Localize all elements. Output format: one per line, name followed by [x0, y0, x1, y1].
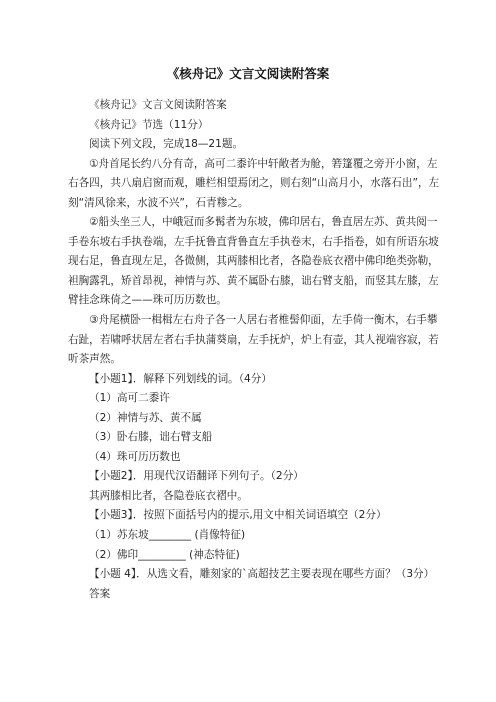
- question-3-item: （2）佛印_________ (神态特征): [89, 548, 240, 561]
- instruction: 阅读下列文段，完成18—21题。: [89, 138, 244, 151]
- question-1-item: （3）卧右膝，诎右臂支船: [89, 431, 213, 444]
- question-1-item: （4）珠可历历数也: [89, 450, 181, 463]
- passage-paragraph-2: ②船头坐三人，中峨冠而多髯者为东坡，佛印居右，鲁直居左苏、黄共阅一手卷东坡右手执卷端，左手抚鲁直背鲁直左手执卷末，右手指卷，如有所语东坡现右足，鲁直现左足，各微侧，其两膝相比者，各隐卷底衣褶中佛印绝类弥勒，袒胸露乳，矫首昂视，神情与苏、黄不属卧右膝，诎右臂支船，而竖其左膝，左臂挂念珠倚之——珠可历历数也。: [68, 216, 439, 307]
- subtitle: 《核舟记》文言文阅读附答案: [89, 99, 227, 111]
- question-1-item: （1）高可二黍许: [89, 392, 170, 405]
- question-3-item: （1）苏东坡________ (肖像特征): [89, 529, 246, 542]
- question-3-heading: 【小题3】．按照下面括号内的提示,用文中相关词语填空（2分）: [89, 509, 387, 522]
- question-2-sentence: 其两膝相比者，各隐卷底衣褶中。: [89, 489, 248, 502]
- document-body: [68, 96, 446, 604]
- document-title: 《核舟记》文言文阅读附答案: [166, 66, 330, 81]
- question-1-heading: 【小题1】．解释下列划线的词。（4分）: [89, 372, 272, 385]
- question-2-heading: 【小题2】．用现代汉语翻译下列句子。（2分）: [89, 470, 304, 483]
- section-heading: 《核舟记》节选（11分）: [89, 118, 209, 131]
- passage-paragraph-1: ①舟首尾长约八分有奇，高可二黍许中轩敞者为舱，箬篷覆之旁开小窗，左右各四，共八扇启窗而观，雕栏相望焉闭之，则右刻“山高月小，水落石出”，左刻“清风徐来，水波不兴”，石青糁之。: [68, 157, 440, 209]
- question-4-heading: 【小题 4】．从选文看，雕刻家的`高超技艺主要表现在哪些方面？（3分）: [89, 568, 435, 581]
- question-1-item: （2）神情与苏、黄不属: [89, 411, 202, 424]
- passage-paragraph-3: ③舟尾横卧一楫楫左右舟子各一人居右者椎髻仰面，左手倚一衡木，右手攀右趾，若啸呼状居左者右手执蒲葵扇，左手抚炉，炉上有壶，其人视端容寂，若听茶声然。: [68, 314, 439, 366]
- answer-heading: 答案: [89, 587, 111, 600]
